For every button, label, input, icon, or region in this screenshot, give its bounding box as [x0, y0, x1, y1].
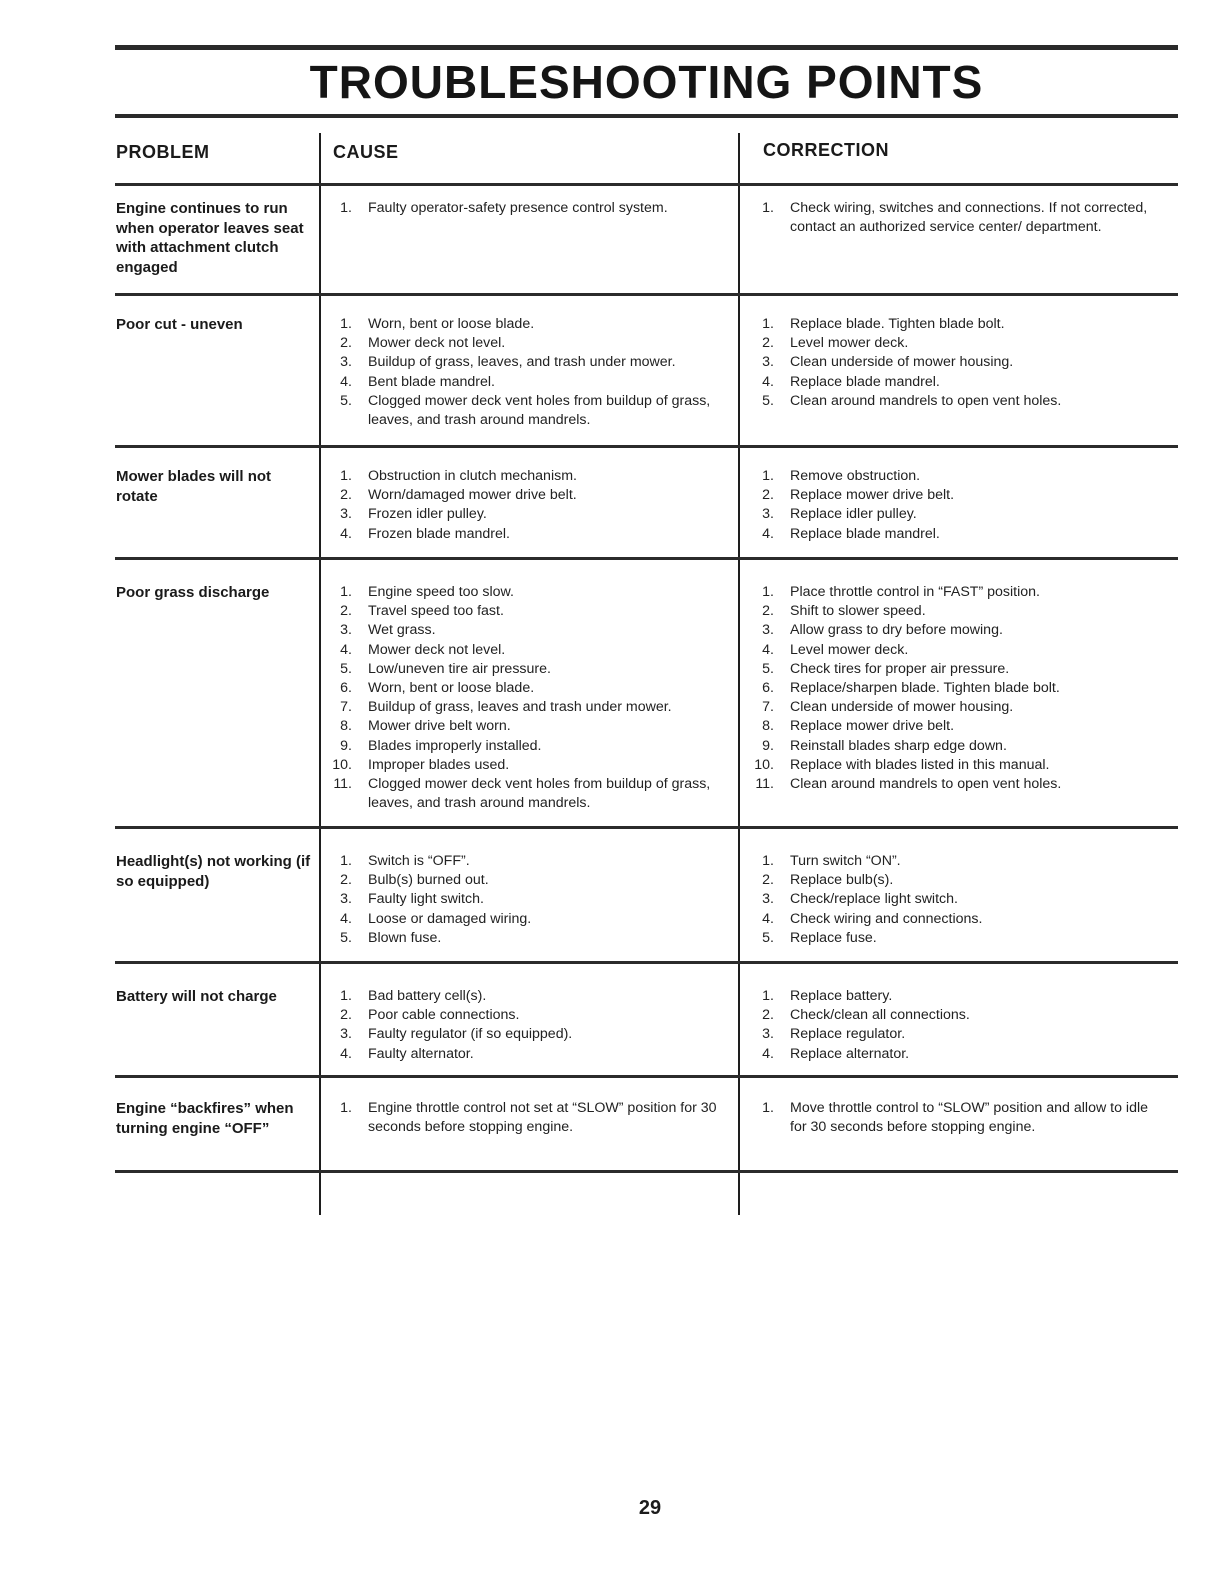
list-item: [752, 315, 1162, 334]
item-number: 5.: [762, 392, 774, 409]
item-text: Replace mower drive belt.: [790, 487, 955, 504]
item-number: 5.: [340, 392, 352, 409]
list-item: [752, 467, 1162, 486]
row-separator: [115, 183, 1178, 186]
list-item: [330, 467, 730, 486]
problem-text: Mower blades will not rotate: [116, 468, 272, 505]
item-text: Faulty alternator.: [368, 1045, 474, 1062]
item-text: Frozen idler pulley.: [368, 506, 487, 523]
problem-text: Battery will not charge: [116, 988, 277, 1005]
header-correction: CORRECTION: [763, 140, 889, 160]
item-number: 6.: [762, 680, 774, 697]
item-text: Clogged mower deck vent holes from buildup of grass, leaves, and trash around mandrels.: [368, 776, 711, 812]
cause-list: [330, 315, 730, 430]
item-number: 4.: [762, 525, 774, 542]
list-item: [752, 199, 1162, 237]
item-text: Replace blade mandrel.: [790, 373, 940, 390]
item-number: 1.: [340, 200, 352, 216]
item-number: 4.: [340, 525, 352, 542]
item-number: 8.: [340, 718, 352, 735]
list-item: [330, 910, 730, 929]
row-separator: [115, 445, 1178, 448]
item-number: 1.: [762, 853, 774, 869]
item-text: Replace mower drive belt.: [790, 718, 955, 735]
item-number: 8.: [762, 718, 774, 735]
item-text: Allow grass to dry before mowing.: [790, 622, 1003, 639]
item-text: Mower deck not level.: [368, 641, 506, 658]
list-item: [752, 602, 1162, 621]
list-item: [330, 641, 730, 660]
item-text: Wet grass.: [368, 622, 436, 639]
item-number: 2.: [762, 335, 774, 352]
item-text: Replace fuse.: [790, 929, 877, 946]
item-text: Bulb(s) burned out.: [368, 872, 489, 889]
item-number: 3.: [762, 354, 774, 371]
item-number: 1.: [762, 1100, 774, 1116]
problem-text: Engine “backfires” when turning engine “OFF”: [116, 1100, 294, 1137]
item-number: 2.: [340, 1007, 352, 1024]
item-text: Loose or damaged wiring.: [368, 910, 532, 927]
item-number: 4.: [340, 910, 352, 927]
item-text: Replace bulb(s).: [790, 872, 894, 889]
list-item: [752, 505, 1162, 524]
list-item: [752, 679, 1162, 698]
item-number: 7.: [340, 699, 352, 716]
item-number: 2.: [340, 487, 352, 504]
item-number: 4.: [340, 373, 352, 390]
list-item: [330, 1025, 730, 1044]
list-item: [330, 199, 730, 218]
item-number: 1.: [340, 468, 352, 484]
item-text: Move throttle control to “SLOW” position and allow to idle for 30 seconds before stopping engine.: [790, 1100, 1149, 1136]
row-separator: [115, 1075, 1178, 1078]
row-separator: [115, 293, 1178, 296]
list-item: [752, 717, 1162, 736]
item-number: 1.: [762, 468, 774, 484]
item-text: Replace battery.: [790, 988, 893, 1004]
cause-list: [330, 583, 730, 813]
item-number: 1.: [762, 988, 774, 1004]
item-number: 5.: [340, 929, 352, 946]
list-item: [752, 871, 1162, 890]
item-text: Blown fuse.: [368, 929, 442, 946]
list-item: [752, 392, 1162, 411]
item-number: 2.: [762, 872, 774, 889]
list-item: [330, 756, 730, 775]
item-text: Level mower deck.: [790, 335, 909, 352]
item-text: Travel speed too fast.: [368, 603, 504, 620]
list-item: [330, 987, 730, 1006]
item-text: Replace alternator.: [790, 1045, 910, 1062]
item-number: 4.: [340, 1045, 352, 1062]
list-item: [752, 756, 1162, 775]
item-text: Mower drive belt worn.: [368, 718, 511, 735]
list-item: [330, 602, 730, 621]
list-item: [752, 698, 1162, 717]
item-text: Replace idler pulley.: [790, 506, 917, 523]
header-cause: CAUSE: [333, 142, 399, 162]
item-text: Obstruction in clutch mechanism.: [368, 468, 577, 484]
correction-list: [752, 199, 1162, 237]
item-text: Clean underside of mower housing.: [790, 354, 1014, 371]
item-text: Check/clean all connections.: [790, 1007, 970, 1024]
title-underline: [115, 114, 1178, 118]
list-item: [752, 373, 1162, 392]
item-number: 11.: [333, 776, 352, 793]
item-text: Replace with blades listed in this manual.: [790, 756, 1050, 773]
item-text: Clogged mower deck vent holes from buildup of grass, leaves, and trash around mandrels.: [368, 392, 711, 429]
item-number: 10.: [754, 756, 774, 773]
list-item: [330, 679, 730, 698]
problem-text: Poor cut - uneven: [116, 316, 243, 333]
list-item: [752, 775, 1162, 794]
cause-list: [330, 467, 730, 544]
item-number: 4.: [762, 910, 774, 927]
item-number: 5.: [762, 929, 774, 946]
list-item: [330, 890, 730, 909]
item-number: 3.: [762, 622, 774, 639]
item-text: Clean around mandrels to open vent holes.: [790, 776, 1062, 793]
list-item: [330, 871, 730, 890]
item-text: Level mower deck.: [790, 641, 909, 658]
item-number: 2.: [340, 603, 352, 620]
item-number: 1.: [762, 316, 774, 332]
list-item: [330, 852, 730, 871]
item-text: Bad battery cell(s).: [368, 988, 487, 1004]
list-item: [752, 1025, 1162, 1044]
list-item: [752, 334, 1162, 353]
item-text: Remove obstruction.: [790, 468, 921, 484]
correction-list: [752, 1099, 1162, 1137]
page-title: TROUBLESHOOTING POINTS: [309, 56, 984, 108]
list-item: [752, 987, 1162, 1006]
item-number: 9.: [340, 737, 352, 754]
item-text: Low/uneven tire air pressure.: [368, 660, 551, 677]
item-number: 1.: [762, 200, 774, 216]
row-separator: [115, 826, 1178, 829]
item-text: Faulty operator-safety presence control system.: [368, 200, 668, 216]
list-item: [752, 929, 1162, 948]
list-item: [752, 525, 1162, 544]
item-text: Check/replace light switch.: [790, 891, 958, 908]
page-number: 29: [638, 1497, 662, 1519]
item-text: Place throttle control in “FAST” position.: [790, 584, 1040, 600]
correction-list: [752, 987, 1162, 1064]
item-text: Switch is “OFF”.: [368, 853, 470, 869]
list-item: [330, 660, 730, 679]
list-item: [330, 505, 730, 524]
list-item: [752, 486, 1162, 505]
item-text: Replace regulator.: [790, 1026, 906, 1043]
item-text: Engine speed too slow.: [368, 584, 514, 600]
item-number: 4.: [762, 1045, 774, 1062]
correction-list: [752, 583, 1162, 794]
list-item: [752, 1045, 1162, 1064]
list-item: [330, 737, 730, 756]
list-item: [330, 1006, 730, 1025]
item-text: Faulty regulator (if so equipped).: [368, 1026, 573, 1043]
item-number: 3.: [340, 1026, 352, 1043]
item-text: Turn switch “ON”.: [790, 853, 901, 869]
list-item: [752, 1099, 1162, 1137]
list-item: [330, 486, 730, 505]
item-number: 1.: [340, 316, 352, 332]
item-text: Clean underside of mower housing.: [790, 699, 1014, 716]
list-item: [752, 890, 1162, 909]
item-number: 3.: [340, 506, 352, 523]
list-item: [330, 1099, 730, 1137]
item-text: Faulty light switch.: [368, 891, 484, 908]
header-problem: PROBLEM: [116, 142, 210, 162]
item-number: 1.: [340, 988, 352, 1004]
problem-text: Engine continues to run when operator leaves seat with attachment clutch engaged: [116, 200, 304, 276]
item-number: 3.: [762, 506, 774, 523]
row-separator: [115, 1170, 1178, 1173]
item-number: 2.: [340, 335, 352, 352]
item-text: Engine throttle control not set at “SLOW” position for 30 seconds before stopping engine.: [368, 1100, 717, 1136]
item-number: 2.: [762, 1007, 774, 1024]
list-item: [330, 775, 730, 813]
list-item: [330, 929, 730, 948]
problem-text: Poor grass discharge: [116, 584, 270, 601]
item-number: 2.: [762, 603, 774, 620]
item-number: 3.: [340, 891, 352, 908]
item-text: Reinstall blades sharp edge down.: [790, 737, 1007, 754]
item-number: 2.: [340, 872, 352, 889]
item-number: 10.: [332, 756, 352, 773]
item-text: Worn/damaged mower drive belt.: [368, 487, 577, 504]
list-item: [330, 1045, 730, 1064]
item-number: 1.: [340, 1100, 352, 1116]
item-number: 7.: [762, 699, 774, 716]
item-number: 1.: [340, 584, 352, 600]
item-number: 2.: [762, 487, 774, 504]
item-number: 11.: [755, 776, 774, 793]
item-text: Check wiring, switches and connections. If not corrected, contact an authorized service center/ department.: [790, 200, 1148, 236]
list-item: [752, 910, 1162, 929]
list-item: [752, 852, 1162, 871]
item-number: 6.: [340, 680, 352, 697]
list-item: [752, 353, 1162, 372]
cause-list: [330, 199, 730, 218]
list-item: [330, 315, 730, 334]
cause-list: [330, 987, 730, 1064]
item-number: 3.: [340, 622, 352, 639]
list-item: [330, 373, 730, 392]
item-text: Shift to slower speed.: [790, 603, 926, 620]
cause-list: [330, 852, 730, 948]
item-text: Blades improperly installed.: [368, 737, 542, 754]
list-item: [330, 717, 730, 736]
item-text: Replace blade mandrel.: [790, 525, 940, 542]
list-item: [752, 621, 1162, 640]
item-text: Buildup of grass, leaves and trash under mower.: [368, 699, 672, 716]
list-item: [752, 660, 1162, 679]
item-text: Mower deck not level.: [368, 335, 506, 352]
item-text: Replace blade. Tighten blade bolt.: [790, 316, 1005, 332]
correction-list: [752, 852, 1162, 948]
item-text: Worn, bent or loose blade.: [368, 316, 535, 332]
row-separator: [115, 961, 1178, 964]
item-number: 1.: [340, 853, 352, 869]
row-separator: [115, 557, 1178, 560]
item-text: Clean around mandrels to open vent holes.: [790, 392, 1062, 409]
item-text: Worn, bent or loose blade.: [368, 680, 535, 697]
item-number: 5.: [762, 660, 774, 677]
list-item: [330, 698, 730, 717]
problem-text: Headlight(s) not working (if so equipped): [116, 853, 311, 890]
item-number: 1.: [762, 584, 774, 600]
item-number: 5.: [340, 660, 352, 677]
list-item: [752, 583, 1162, 602]
item-text: Buildup of grass, leaves, and trash under mower.: [368, 354, 676, 371]
list-item: [330, 583, 730, 602]
item-text: Check tires for proper air pressure.: [790, 660, 1010, 677]
item-number: 4.: [762, 641, 774, 658]
cause-list: [330, 1099, 730, 1137]
list-item: [330, 392, 730, 430]
item-text: Replace/sharpen blade. Tighten blade bolt.: [790, 680, 1060, 697]
item-number: 3.: [762, 891, 774, 908]
item-text: Poor cable connections.: [368, 1007, 520, 1024]
list-item: [330, 525, 730, 544]
item-number: 4.: [762, 373, 774, 390]
item-text: Improper blades used.: [368, 756, 510, 773]
list-item: [752, 737, 1162, 756]
list-item: [752, 1006, 1162, 1025]
item-text: Frozen blade mandrel.: [368, 525, 510, 542]
list-item: [330, 621, 730, 640]
correction-list: [752, 467, 1162, 544]
list-item: [330, 353, 730, 372]
top-rule: [115, 45, 1178, 50]
correction-list: [752, 315, 1162, 411]
item-number: 3.: [762, 1026, 774, 1043]
item-number: 4.: [340, 641, 352, 658]
item-number: 3.: [340, 354, 352, 371]
list-item: [752, 641, 1162, 660]
item-text: Check wiring and connections.: [790, 910, 983, 927]
item-number: 9.: [762, 737, 774, 754]
list-item: [330, 334, 730, 353]
item-text: Bent blade mandrel.: [368, 373, 495, 390]
